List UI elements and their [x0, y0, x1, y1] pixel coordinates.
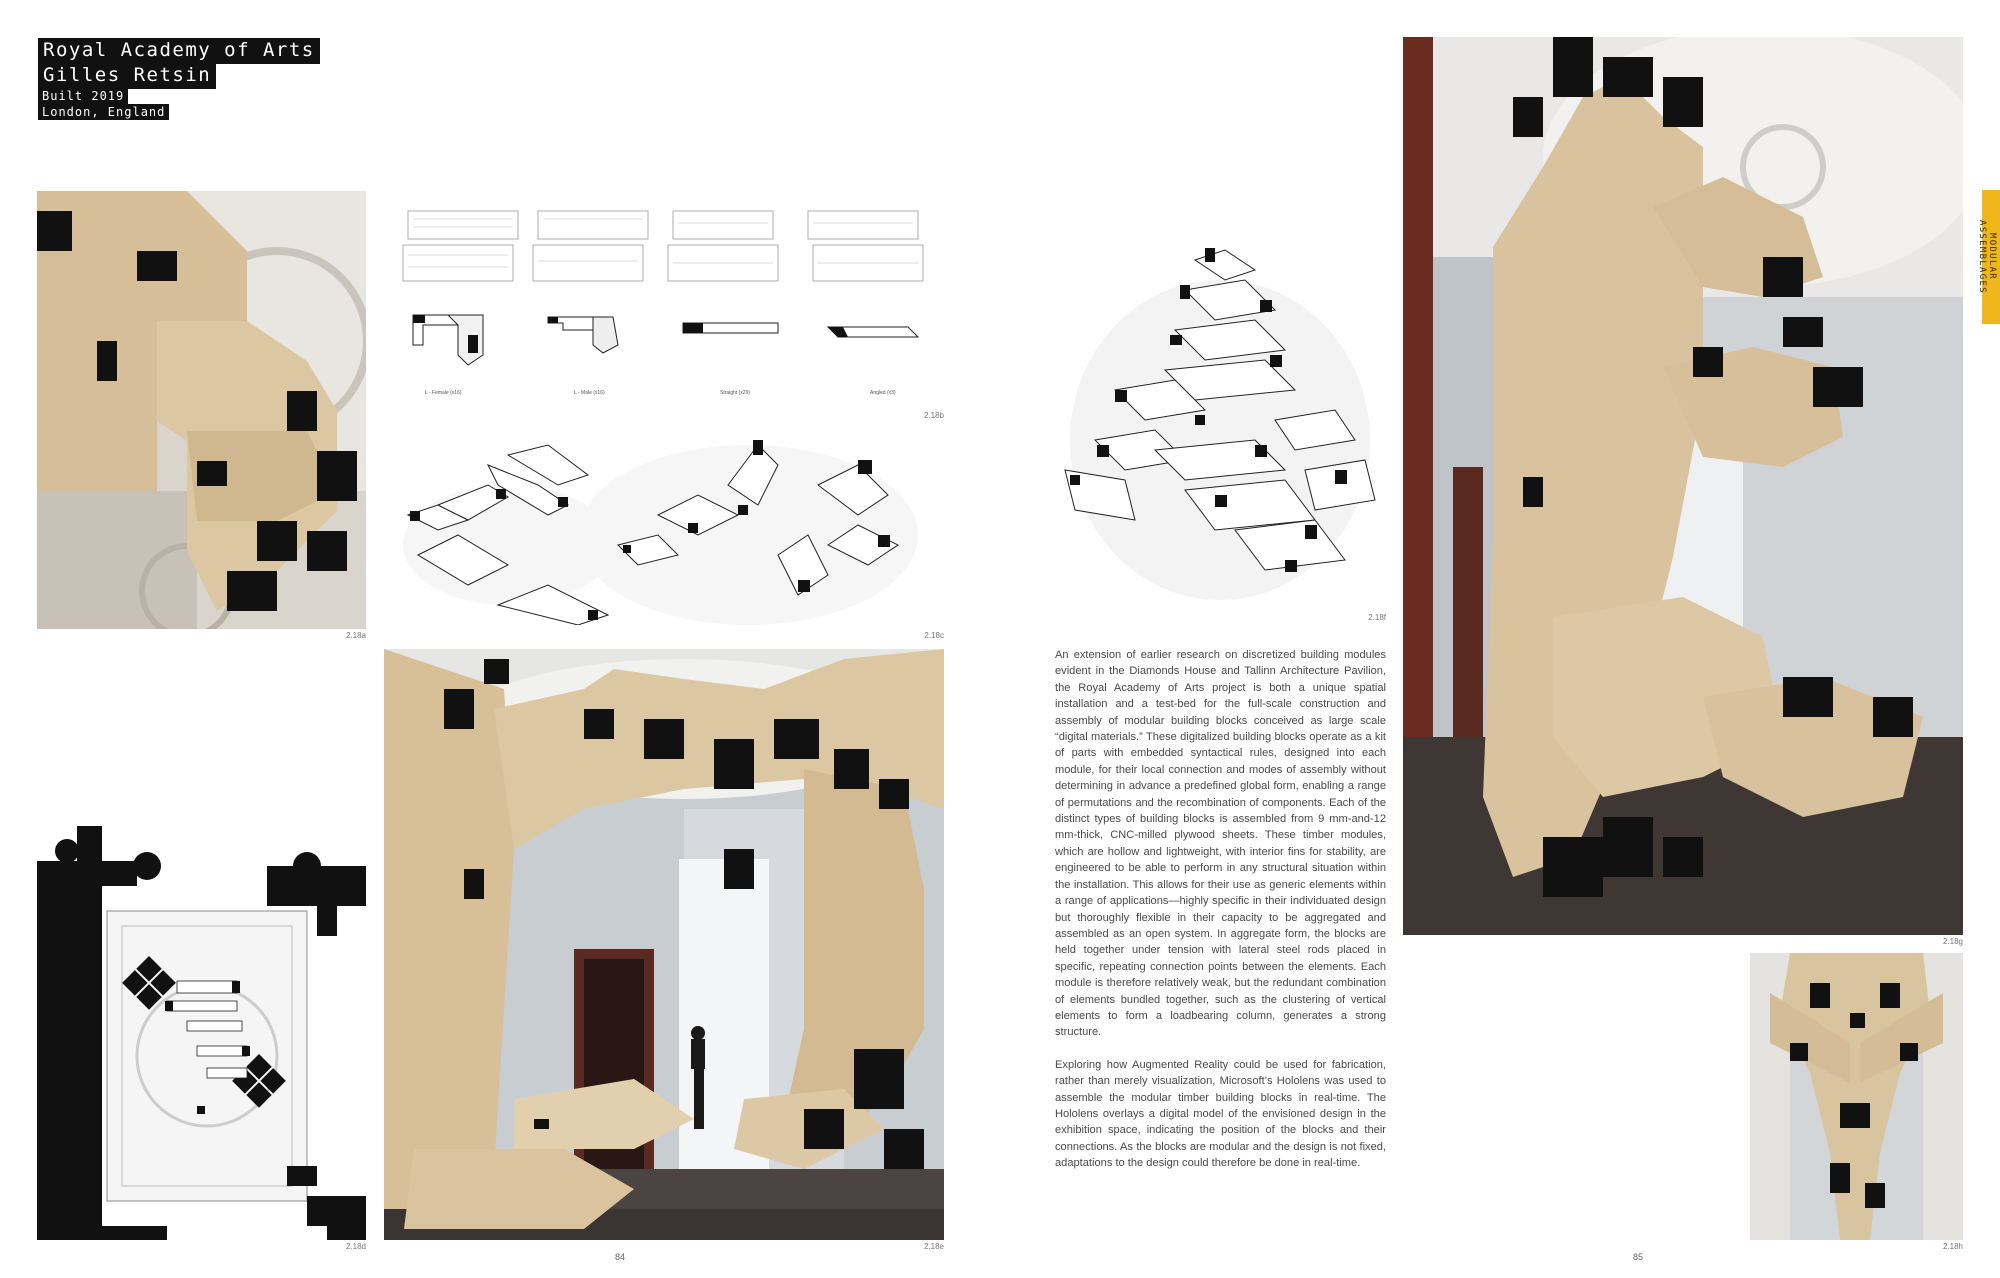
photo-interior-visitor	[384, 649, 944, 1240]
module-label-angled: Angled (x3)	[870, 390, 896, 396]
caption-2-18b: 2.18b	[923, 411, 944, 420]
body-text	[1055, 647, 1386, 1188]
body-paragraph-2: Exploring how Augmented Reality could be used for fabrication, rather than merely visualization, Microsoft’s Hololens was used to assemble the modular timber building blocks in real-time. The Hololens overlays a digital model of the envisioned design in the exhibition space, indicating the position of the blocks and their connections. As the blocks are modular and the design is not fixed, adaptations to the design could therefore be done in real-time.	[1055, 1058, 1386, 1170]
body-paragraph-1: An extension of earlier research on discretized building modules evident in the Diamonds House and Tallinn Architecture Pavilion, the Royal Academy of Arts project is both a unique spatial installation and a test-bed for the full-scale construction and assembly of modular building blocks conceived as large scale “digital materials.” These digitalized building blocks operate as a kit of parts with embedded syntactical rules, designed into each module, for their local connection and modes of assembly without determining in advance a predefined global form, enabling a range of permutations and the recombination of components. Each of the distinct types of building blocks is assembled from 9 mm-and-12 mm-thick, CNC-milled plywood sheets. These timber modules, which are hollow and lightweight, with interior fins for stability, are engineered to be able to perform in any structural situation within the installation. This allows for their use as generic elements within a range of applications—highly specific in their individuated design but thoroughly flexible in their capacity to be aggregated and assembled as an open system. In aggregate form, the blocks are held together under tension with lateral steel rods placed in specific, repeating connection points between the elements. Each module is therefore relatively weak, but the redundant combination of elements bundled together, such as the clustering of vertical elements to form a loadbearing column, generates a strong structure.	[1055, 649, 1386, 1039]
built-year: Built 2019	[38, 88, 128, 104]
photo-column-interior	[1403, 37, 1963, 935]
caption-2-18e: 2.18e	[923, 1242, 944, 1251]
page-number-left: 84	[615, 1252, 626, 1262]
diagram-assemblies	[398, 425, 938, 625]
caption-2-18d: 2.18d	[345, 1242, 366, 1251]
caption-2-18h: 2.18h	[1942, 1242, 1963, 1251]
drawing-floor-plan	[37, 806, 366, 1240]
project-title: Royal Academy of Arts	[38, 38, 320, 64]
render-exploded-aggregate	[1055, 240, 1385, 600]
module-label-straight: Straight (x29)	[720, 390, 751, 396]
photo-column-up	[1750, 953, 1963, 1240]
section-tab	[1977, 190, 2000, 324]
location: London, England	[38, 104, 169, 120]
caption-2-18g: 2.18g	[1942, 937, 1963, 946]
caption-2-18c: 2.18c	[924, 631, 944, 640]
caption-2-18f: 2.18f	[1368, 613, 1386, 622]
section-tab-label: MODULAR ASSEMBLAGES	[1977, 220, 1997, 294]
module-label-female: L - Female (x16)	[425, 390, 462, 396]
photo-top-view	[37, 191, 366, 629]
architect-name: Gilles Retsin	[38, 63, 216, 89]
diagram-modules	[398, 205, 938, 405]
caption-2-18a: 2.18a	[345, 631, 366, 640]
page-number-right: 85	[1633, 1252, 1644, 1262]
module-label-male: L - Male (x16)	[574, 390, 605, 396]
